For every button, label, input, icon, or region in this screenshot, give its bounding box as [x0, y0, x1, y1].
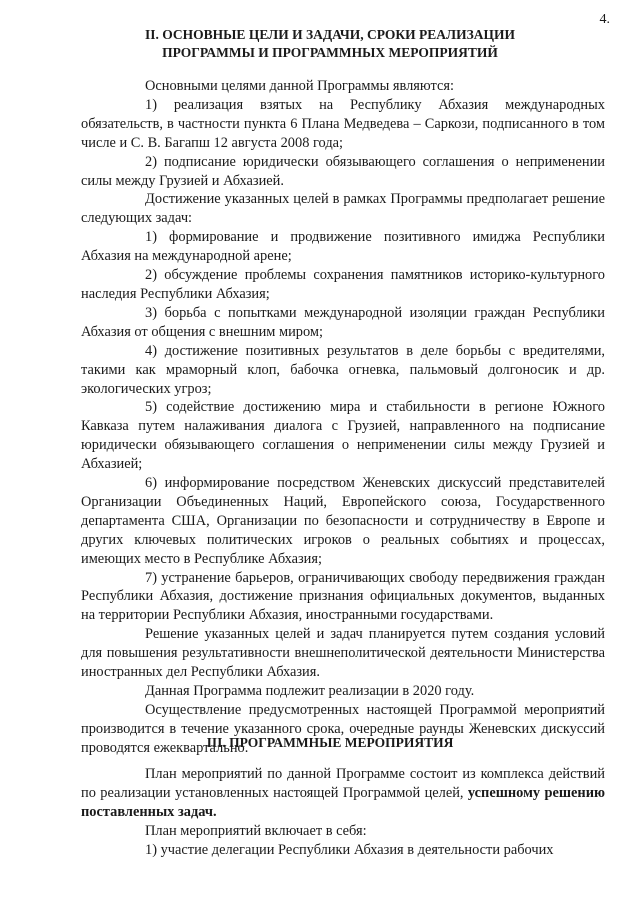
section-3-body	[81, 765, 605, 860]
paragraph-task-4: 4) достижение позитивных результатов в деле борьбы с вредителями, такими как мраморный клоп, бабочка огневка, пальмовый долгоносик и др. экологических угроз;	[81, 342, 605, 397]
section-2-body	[81, 77, 605, 758]
section-2-heading-line-2: ПРОГРАММЫ И ПРОГРАММНЫХ МЕРОПРИЯТИЙ	[162, 45, 498, 60]
paragraph-goal-1: 1) реализация взятых на Республику Абхазия международных обязательств, в частности пункта 6 Плана Медведева – Саркози, подписанного в том числе и С. В. Багапш 12 августа 2008 года;	[81, 96, 605, 151]
paragraph-task-7: 7) устранение барьеров, ограничивающих свободу передвижения граждан Республики Абхазия, достижение признания официальных документов, выданных на территории Республики Абхазия, иностранными государствами.	[81, 569, 605, 624]
paragraph-year: Данная Программа подлежит реализации в 2020 году.	[145, 683, 475, 699]
page-number: 4.	[599, 12, 610, 27]
paragraph-task-1: 1) формирование и продвижение позитивного имиджа Республики Абхазия на международной арене;	[81, 229, 605, 265]
paragraph-goal-2: 2) подписание юридически обязывающего соглашения о неприменении силы между Грузией и Абхазией.	[81, 153, 605, 189]
paragraph-task-2: 2) обсуждение проблемы сохранения памятников историко-культурного наследия Республики Абхазия;	[81, 267, 605, 302]
paragraph-goals-intro: Основными целями данной Программы являются:	[145, 78, 454, 94]
plan-composition-text: План мероприятий по данной Программе состоит из комплекса действий по реализации установленных настоящей Программой целей,	[81, 766, 605, 801]
paragraph-solution: Решение указанных целей и задач планируется путем создания условий для повышения результативности внешнеполитической деятельности Министерства иностранных дел Республики Абхазия.	[81, 626, 605, 681]
section-3-heading: III. ПРОГРАММНЫЕ МЕРОПРИЯТИЯ	[206, 735, 454, 750]
plan-composition-bold-text: успешному решению поставленных задач.	[81, 784, 605, 820]
paragraph-implementation: Осуществление предусмотренных настоящей Программой мероприятий производится в течение указанного срока, очередные раунды Женевских дискуссий проводятся ежеквартально.	[81, 701, 605, 756]
paragraph-plan-composition	[81, 765, 605, 822]
section-2-heading	[80, 26, 580, 62]
paragraph-task-6: 6) информирование посредством Женевских дискуссий представителей Организации Объединенных Наций, Европейского союза, Государственного департамента США, Организации по безопасности и сотрудничеству в Европе и других ключевых политических игроков о реальных событиях и процессах, имеющих место в Республике Абхазия;	[81, 475, 605, 567]
paragraph-plan-includes: План мероприятий включает в себя:	[145, 822, 367, 839]
section-2-heading-line-1: II. ОСНОВНЫЕ ЦЕЛИ И ЗАДАЧИ, СРОКИ РЕАЛИЗАЦИИ	[145, 27, 515, 42]
paragraph-plan-item-1: 1) участие делегации Республики Абхазия в деятельности рабочих	[145, 841, 554, 858]
paragraph-task-3: 3) борьба с попытками международной изоляции граждан Республики Абхазия от общения с внешним миром;	[81, 304, 605, 340]
paragraph-tasks-intro: Достижение указанных целей в рамках Программы предполагает решение следующих задач:	[81, 191, 605, 227]
paragraph-task-5: 5) содействие достижению мира и стабильности в регионе Южного Кавказа путем налаживания диалога с Грузией, направленного на подписание юридически обязывающего соглашения о неприменении силы между Грузией и Абхазией;	[81, 399, 605, 473]
